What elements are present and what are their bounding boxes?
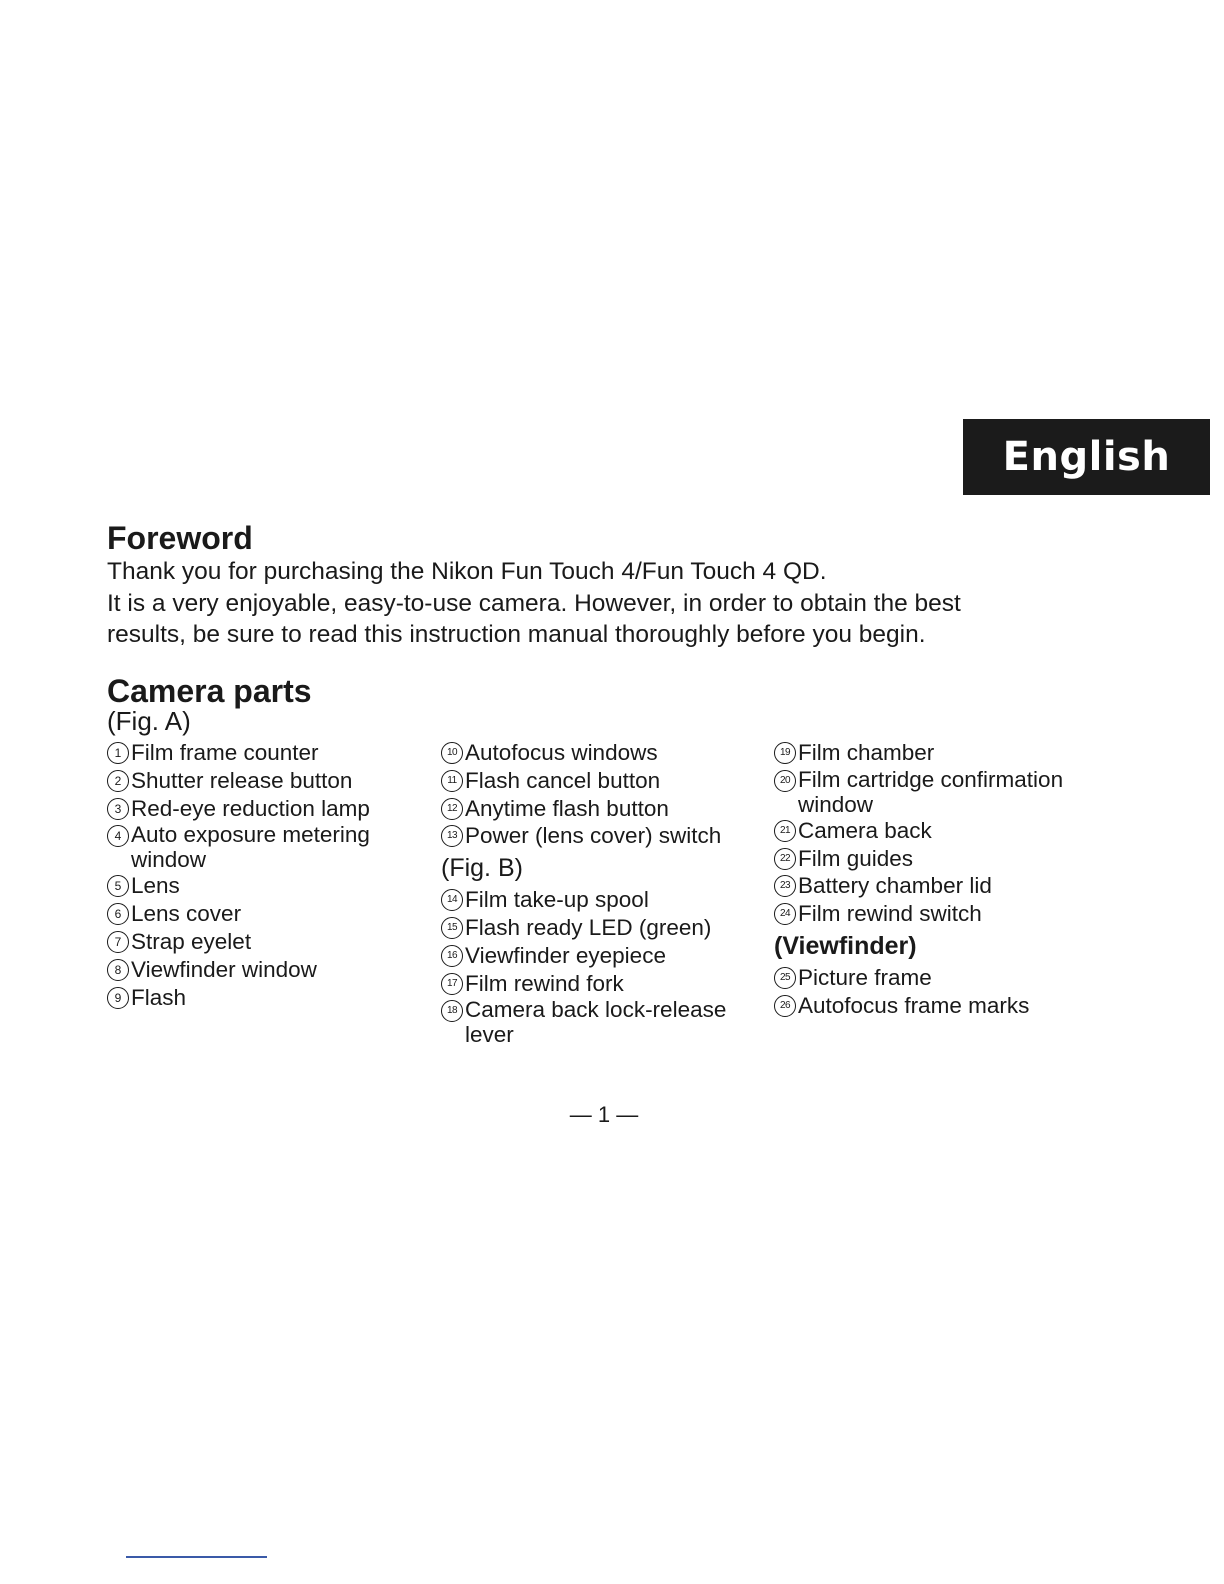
item-number: 24 [774,903,796,925]
item-number: 13 [441,825,463,847]
item-number: 1 [107,742,129,764]
item-number: 5 [107,875,129,897]
item-label: Film rewind fork [465,970,624,996]
foreword-body [107,556,1067,651]
list-item [774,964,1104,992]
list-item [107,795,427,823]
item-label: Autofocus frame marks [798,992,1030,1018]
viewfinder-label: (Viewfinder) [774,931,917,960]
item-label: Flash [131,984,187,1010]
list-item [441,997,761,1047]
item-label: Autofocus windows [465,740,658,765]
parts-column-3 [774,739,1104,1020]
list-item [774,900,1104,928]
parts-column-2 [441,739,761,1047]
item-number: 19 [774,742,796,764]
item-label: Film guides [798,845,914,871]
list-item [774,739,1104,767]
item-label: Film frame counter [131,740,319,765]
item-label: Shutter release button [131,767,353,793]
item-number: 6 [107,903,129,925]
item-label: Film chamber [798,740,935,765]
camera-parts-title: Camera parts [107,673,312,709]
list-item [107,928,427,956]
list-item [107,956,427,984]
list-item [441,822,761,850]
item-number: 22 [774,848,796,870]
item-number: 4 [107,825,129,847]
list-item [441,970,761,998]
item-number: 2 [107,770,129,792]
language-tab: English [963,419,1210,495]
item-number: 9 [107,987,129,1009]
foreword-line: Thank you for purchasing the Nikon Fun Touch 4/Fun Touch 4 QD. [107,558,827,585]
list-item [107,872,427,900]
item-number: 21 [774,820,796,842]
item-label: Auto exposure metering window [131,822,370,873]
list-item [774,872,1104,900]
item-number: 11 [441,770,463,792]
list-item [441,795,761,823]
item-label: Viewfinder eyepiece [465,942,666,968]
list-item [107,984,427,1012]
list-item [774,992,1104,1020]
footer-rule [126,1556,267,1558]
item-number: 12 [441,798,463,820]
foreword-title: Foreword [107,520,253,556]
list-item [774,767,1104,817]
item-number: 16 [441,945,463,967]
list-item [107,739,427,767]
item-number: 26 [774,995,796,1017]
list-item [107,767,427,795]
item-label: Anytime flash button [465,795,669,821]
list-item [107,900,427,928]
list-item [774,845,1104,873]
parts-column-1 [107,739,427,1011]
item-label: Flash ready LED (green) [465,914,712,940]
item-label: Camera back lock-release lever [465,997,727,1048]
list-item [107,822,427,872]
item-label: Viewfinder window [131,956,317,982]
item-label: Camera back [798,817,932,843]
item-label: Red-eye reduction lamp [131,795,370,821]
item-label: Film rewind switch [798,901,982,927]
list-item [441,767,761,795]
item-number: 20 [774,770,796,792]
fig-b-label: (Fig. B) [441,854,523,883]
item-number: 3 [107,798,129,820]
list-item [774,817,1104,845]
item-number: 23 [774,875,796,897]
item-label: Lens cover [131,901,242,927]
item-number: 18 [441,1000,463,1022]
item-label: Flash cancel button [465,767,661,793]
item-label: Power (lens cover) switch [465,823,722,849]
item-number: 7 [107,931,129,953]
fig-a-label: (Fig. A) [107,706,191,736]
item-number: 15 [441,917,463,939]
item-label: Picture frame [798,964,932,990]
list-item [441,942,761,970]
item-number: 14 [441,889,463,911]
list-item [441,739,761,767]
item-number: 25 [774,967,796,989]
list-item [441,914,761,942]
page-number: — 1 — [569,1102,639,1127]
item-label: Film cartridge confirmation window [798,766,1064,817]
item-label: Strap eyelet [131,928,252,954]
item-number: 8 [107,959,129,981]
item-number: 17 [441,973,463,995]
item-label: Lens [131,873,180,899]
foreword-line: results, be sure to read this instruction manual thoroughly before you begin. [107,621,926,648]
item-label: Film take-up spool [465,887,649,913]
item-label: Battery chamber lid [798,873,992,899]
item-number: 10 [441,742,463,764]
foreword-line: It is a very enjoyable, easy-to-use camera. However, in order to obtain the best [107,589,961,617]
list-item [441,886,761,914]
